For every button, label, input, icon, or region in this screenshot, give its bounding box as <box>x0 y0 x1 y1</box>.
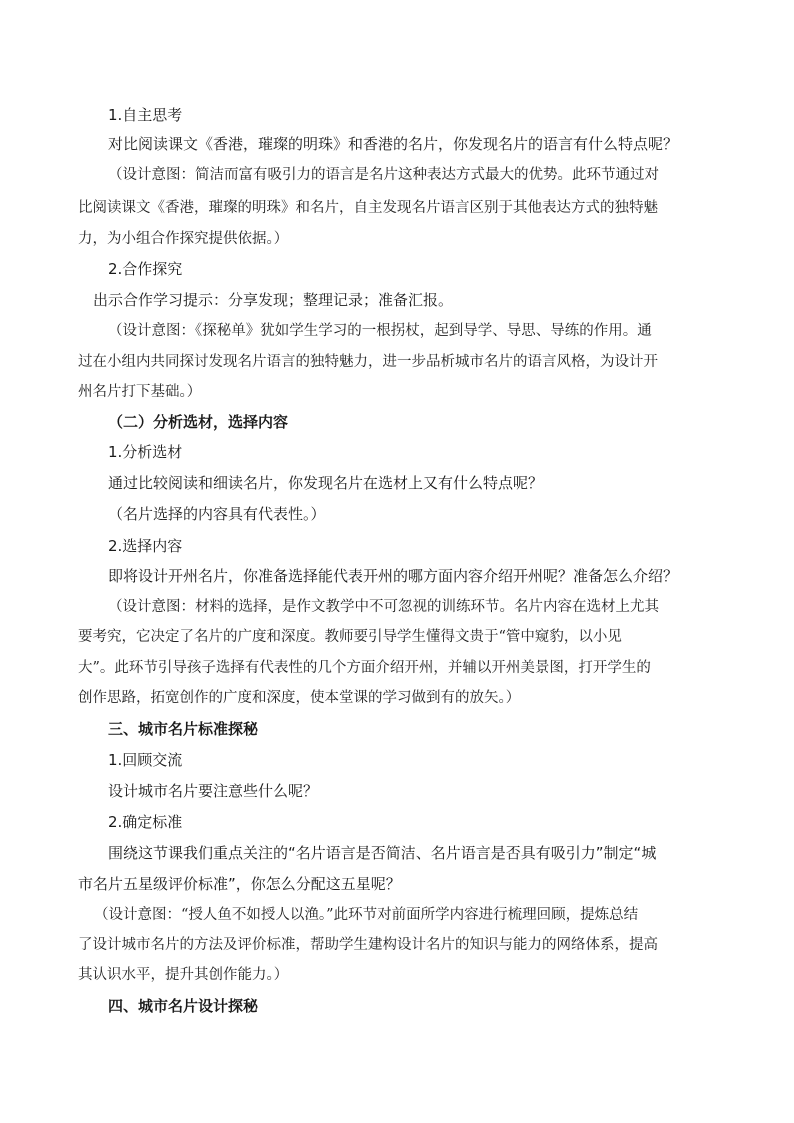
subheading-set-standard: 2.确定标准 <box>108 813 183 831</box>
section-heading: 四、城市名片设计探秘 <box>108 997 259 1015</box>
design-intent-note: （设计意图：简洁而富有吸引力的语言是名片这种表达方式最大的优势。此环节通过对 <box>108 167 659 183</box>
section-heading: 三、城市名片标准探秘 <box>108 720 259 738</box>
design-intent-note: （设计意图：“授人鱼不如授人以渔。”此环节对前面所学内容进行梳理回顾，提炼总结 <box>94 907 639 923</box>
design-intent-note: （设计意图：《探秘单》犹如学生学习的一根拐杖，起到导学、导思、导练的作用。通 <box>108 323 652 339</box>
design-intent-note: 大”。此环节引导孩子选择有代表性的几个方面介绍开州，并辅以开州美景图，打开学生的 <box>78 660 651 676</box>
question-text: 围绕这节课我们重点关注的“名片语言是否简洁、名片语言是否具有吸引力”制定“城 <box>108 844 657 862</box>
subheading-analyze-material: 1.分析选材 <box>108 443 183 461</box>
design-intent-note: 创作思路，拓宽创作的广度和深度，使本堂课的学习做到有的放矢。） <box>78 690 521 706</box>
subheading-cooperative-inquiry: 2.合作探究 <box>108 260 183 278</box>
design-intent-note: 力，为小组合作探究提供依据。） <box>78 231 289 247</box>
subheading-choose-content: 2.选择内容 <box>108 537 183 555</box>
question-text: 对比阅读课文《香港，璀璨的明珠》和香港的名片，你发现名片的语言有什么特点呢？ <box>108 135 679 153</box>
design-intent-note: 要考究，它决定了名片的广度和深度。教师要引导学生懂得文贵于“管中窥豹，以小见 <box>78 629 622 645</box>
prompt-text: 出示合作学习提示：分享发现；整理记录；准备汇报。 <box>93 291 454 309</box>
design-intent-note: 其认识水平，提升其创作能力。） <box>78 967 289 983</box>
design-intent-note: 过在小组内共同探讨发现名片语言的独特魅力，进一步品析城市名片的语言风格，为设计开 <box>78 354 658 370</box>
question-text: 通过比较阅读和细读名片，你发现名片在选材上又有什么特点呢？ <box>108 474 544 492</box>
design-intent-note: 比阅读课文《香港，璀璨的明珠》和名片，自主发现名片语言区别于其他表达方式的独特魅 <box>78 200 658 216</box>
design-intent-note: 了设计城市名片的方法及评价标准，帮助学生建构设计名片的知识与能力的网络体系，提高 <box>78 937 658 953</box>
design-intent-note: 州名片打下基础。） <box>78 384 202 400</box>
question-text: 市名片五星级评价标准”，你怎么分配这五星呢？ <box>78 875 401 893</box>
question-text: 设计城市名片要注意些什么呢？ <box>108 782 319 800</box>
question-text: 即将设计开州名片，你准备选择能代表开州的哪方面内容介绍开州呢？准备怎么介绍？ <box>108 567 679 585</box>
subheading-self-thinking: 1.自主思考 <box>108 106 183 124</box>
section-heading: （二）分析选材，选择内容 <box>108 413 289 431</box>
answer-text: （名片选择的内容具有代表性。） <box>108 505 326 523</box>
subheading-review: 1.回顾交流 <box>108 751 183 769</box>
design-intent-note: （设计意图：材料的选择，是作文教学中不可忽视的训练环节。名片内容在选材上尤其 <box>108 599 659 615</box>
